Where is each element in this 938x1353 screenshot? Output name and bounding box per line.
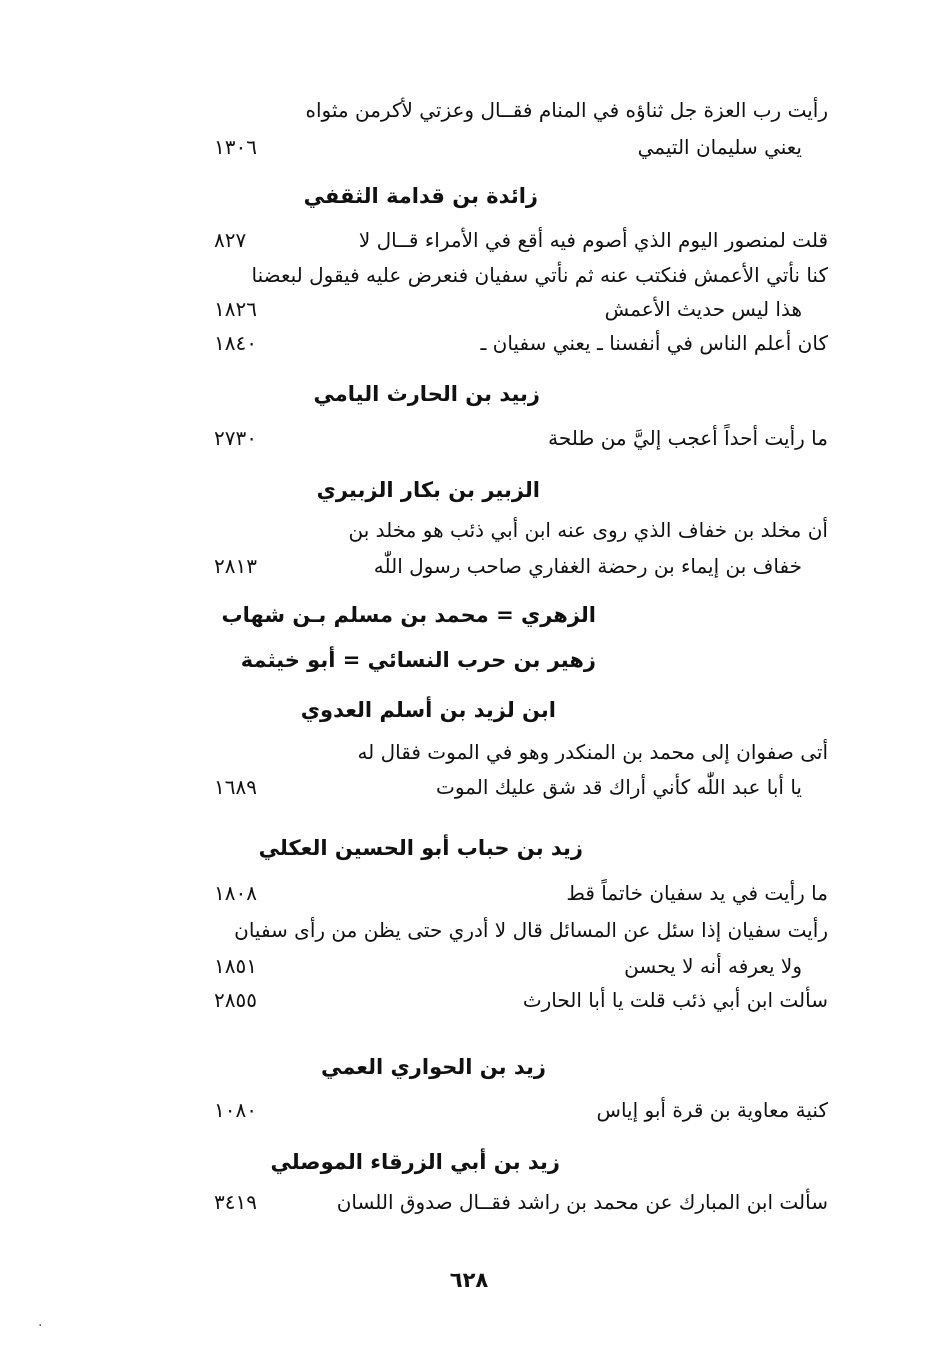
entry-text: ما رأيت أحداً أعجب إليَّ من طلحة (548, 426, 828, 450)
entry-text: هذا ليس حديث الأعمش (604, 297, 802, 321)
entry-text: رأيت رب العزة جل ثناؤه في المنام فقــال وعزتي لأكرمن مثواه (305, 98, 828, 122)
reference-number: ٢٨١٣ (214, 554, 257, 578)
section-heading: زيد بن الحواري العمي (320, 1055, 546, 1079)
entry-text: أن مخلد بن خفاف الذي روى عنه ابن أبي ذئب هو مخلد بن (348, 518, 828, 542)
entry-text: رأيت سفيان إذا سئل عن المسائل قال لا أدري حتى يظن من رأى سفيان (234, 918, 828, 942)
section-heading: ابن لزيد بن أسلم العدوي (300, 698, 556, 722)
entry-text: سألت ابن المبارك عن محمد بن راشد فقــال صدوق اللسان (336, 1190, 828, 1214)
entry-text: كنية معاوية بن قرة أبو إياس (596, 1098, 828, 1122)
entry-text: سألت ابن أبي ذئب قلت يا أبا الحارث (522, 988, 828, 1012)
reference-number: ١٦٨٩ (214, 775, 257, 799)
entry-text: خفاف بن إيماء بن رحضة الغفاري صاحب رسول اللّٰه (373, 554, 802, 578)
entry-text: أتى صفوان إلى محمد بن المنكدر وهو في الموت فقال له (357, 740, 828, 764)
reference-number: ٣٤١٩ (214, 1190, 257, 1214)
reference-number: ٢٨٥٥ (214, 988, 257, 1012)
reference-number: ٨٢٧ (214, 228, 247, 252)
entry-text: ولا يعرفه أنه لا يحسن (624, 954, 802, 978)
section-heading: الزبير بن بكار الزبيري (316, 478, 540, 502)
section-heading: زبيد بن الحارث اليامي (313, 382, 540, 406)
reference-number: ١٨٠٨ (214, 881, 257, 905)
reference-number: ١٣٠٦ (214, 135, 257, 159)
section-heading: زائدة بن قدامة الثقفي (303, 184, 538, 208)
entry-text: قلت لمنصور اليوم الذي أصوم فيه أقع في الأمراء قــال لا (358, 228, 828, 252)
entry-text: ما رأيت في يد سفيان خاتماً قط (566, 881, 828, 905)
reference-number: ١٨٢٦ (214, 297, 257, 321)
reference-number: ١٨٥١ (214, 954, 257, 978)
entry-text: كنا نأتي الأعمش فنكتب عنه ثم نأتي سفيان فنعرض عليه فيقول لبعضنا (251, 263, 828, 287)
entry-text: يعني سليمان التيمي (637, 135, 802, 159)
page-number: ٦٢٨ (449, 1268, 489, 1292)
section-heading: زهير بن حرب النسائي = أبو خيثمة (240, 648, 596, 672)
reference-number: ١٨٤٠ (214, 331, 257, 355)
reference-number: ١٠٨٠ (214, 1098, 257, 1122)
section-heading: زيد بن أبي الزرقاء الموصلي (270, 1150, 560, 1174)
section-heading: الزهري = محمد بن مسلم بـن شهاب (221, 603, 596, 627)
section-heading: زيد بن حباب أبو الحسين العكلي (258, 836, 583, 860)
scan-speck: · (38, 1318, 43, 1334)
entry-text: يا أبا عبد اللّٰه كأني أراك قد شق عليك الموت (436, 775, 802, 799)
entry-text: كان أعلم الناس في أنفسنا ـ يعني سفيان ـ (480, 331, 828, 355)
reference-number: ٢٧٣٠ (214, 426, 257, 450)
